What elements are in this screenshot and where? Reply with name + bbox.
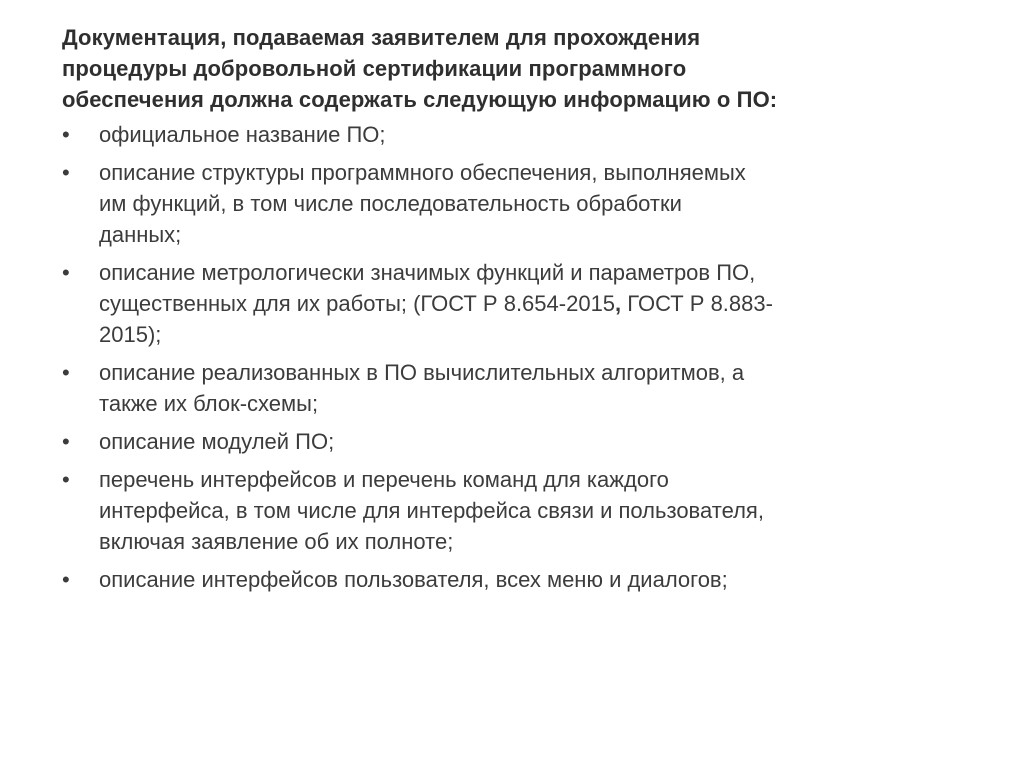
slide-heading (62, 22, 962, 115)
list-item (62, 357, 962, 419)
list-item (62, 464, 962, 557)
bullet-icon: • (62, 122, 70, 147)
requirements-list (62, 119, 962, 595)
list-item-text: включая заявление об их полноте; (99, 529, 454, 554)
gost-comma: , (615, 291, 622, 316)
list-item-text: описание метрологически значимых функций и параметров ПО, (99, 260, 756, 285)
heading-line: процедуры добровольной сертификации программного (62, 56, 687, 81)
bullet-icon: • (62, 160, 70, 185)
gost-text: ГОСТ Р 8.883- (621, 291, 773, 316)
list-item-text: описание модулей ПО; (99, 429, 335, 454)
list-item-text: данных; (99, 222, 182, 247)
bullet-icon: • (62, 567, 70, 592)
list-item-text: им функций, в том числе последовательность обработки (99, 191, 682, 216)
list-item-text: описание интерфейсов пользователя, всех меню и диалогов; (99, 567, 728, 592)
list-item-text: также их блок-схемы; (99, 391, 319, 416)
list-item-text: 2015); (99, 322, 162, 347)
gost-text: существенных для их работы; (ГОСТ Р 8.654-2015 (99, 291, 616, 316)
list-item (62, 157, 962, 250)
list-item-text: перечень интерфейсов и перечень команд для каждого (99, 467, 669, 492)
list-item (62, 426, 962, 457)
heading-line: обеспечения должна содержать следующую информацию о ПО: (62, 87, 778, 112)
heading-line: Документация, подаваемая заявителем для прохождения (62, 25, 701, 50)
bullet-icon: • (62, 467, 70, 492)
list-item-text: официальное название ПО; (99, 122, 386, 147)
list-item-text: интерфейса, в том числе для интерфейса связи и пользователя, (99, 498, 764, 523)
bullet-icon: • (62, 360, 70, 385)
list-item (62, 257, 962, 350)
list-item (62, 564, 962, 595)
list-item-text: описание реализованных в ПО вычислительных алгоритмов, а (99, 360, 745, 385)
bullet-icon: • (62, 429, 70, 454)
bullet-icon: • (62, 260, 70, 285)
list-item-text: описание структуры программного обеспечения, выполняемых (99, 160, 746, 185)
slide-content (62, 22, 962, 602)
list-item (62, 119, 962, 150)
list-item-text (99, 288, 962, 319)
